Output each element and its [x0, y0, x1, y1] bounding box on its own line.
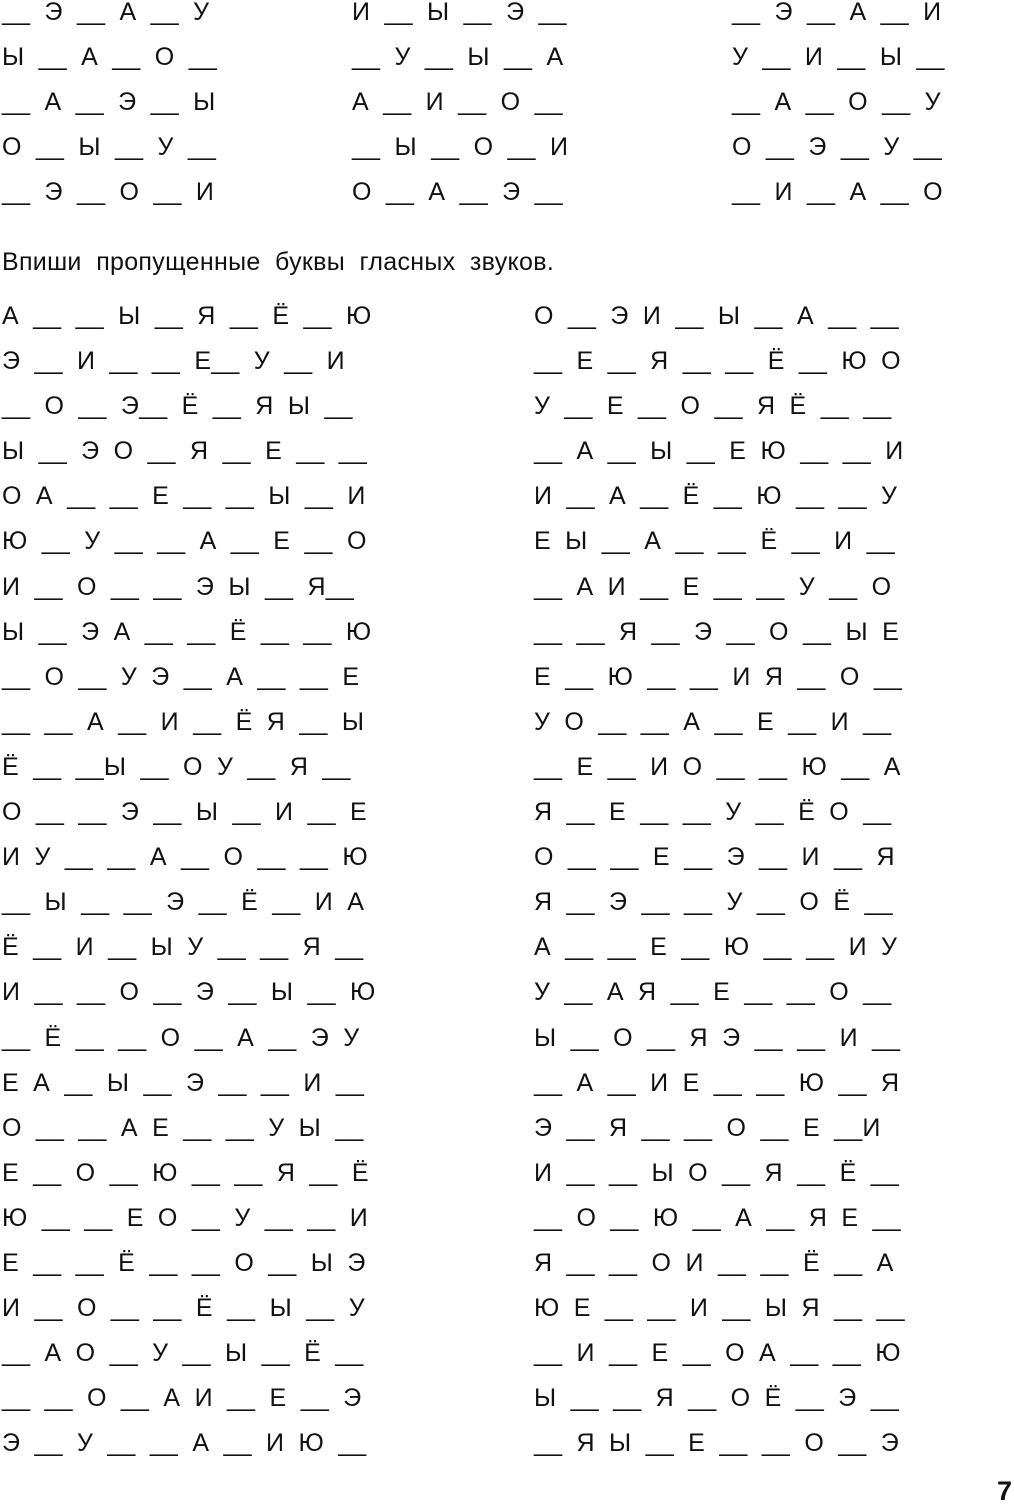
top-exercise-line[interactable]: __ Э __ О __ И — [2, 178, 215, 207]
vowel-exercise-line[interactable]: Ы __ __ Я __ О Ё __ Э __ — [534, 1384, 899, 1413]
vowel-exercise-line[interactable]: Я __ Э __ __ У __ О Ё __ — [534, 888, 893, 917]
vowel-exercise-line[interactable]: __ Ё __ __ О __ А __ Э У — [2, 1023, 360, 1052]
vowel-exercise-line[interactable]: __ О __ У Э __ А __ __ Е — [2, 662, 360, 691]
vowel-exercise-line[interactable]: Е Ы __ А __ __ Ё __ И __ — [534, 527, 895, 556]
top-exercise-line[interactable]: __ А __ Э __ Ы — [2, 88, 216, 117]
vowel-exercise-line[interactable]: __ __ О __ А И __ Е __ Э — [2, 1384, 362, 1413]
vowel-exercise-line[interactable]: Ю Е __ __ И __ Ы Я __ __ — [534, 1294, 905, 1323]
top-exercise-column-3 — [732, 0, 945, 215]
top-exercise-line[interactable]: __ Ы __ О __ И — [352, 133, 569, 162]
vowel-exercise-line[interactable]: Ы __ О __ Я Э __ __ И __ — [534, 1023, 901, 1052]
top-exercise-line[interactable]: __ Э __ А __ И — [732, 0, 942, 26]
vowel-exercise-line[interactable]: А __ __ Ы __ Я __ Ё __ Ю — [2, 302, 372, 330]
vowel-exercise-line[interactable]: У __ А Я __ Е __ __ О __ — [534, 978, 892, 1007]
vowel-exercise-line[interactable]: И __ __ О __ Э __ Ы __ Ю — [2, 978, 376, 1007]
vowel-exercise-line[interactable]: Ё __ __Ы __ О У __ Я __ — [2, 752, 351, 781]
top-exercise-line[interactable]: О __ Ы __ У __ — [2, 133, 217, 162]
vowel-exercise-line[interactable]: У О __ __ А __ Е __ И __ — [534, 707, 892, 736]
top-exercise-column-1 — [2, 0, 217, 215]
vowel-exercise-line[interactable]: И __ О __ __ Э Ы __ Я__ — [2, 572, 354, 601]
main-exercise-column-2 — [534, 294, 905, 1466]
top-exercise-line[interactable]: __ У __ Ы __ А — [352, 43, 564, 72]
vowel-exercise-line[interactable]: Е __ __ Ё __ __ О __ Ы Э — [2, 1248, 366, 1277]
vowel-exercise-line[interactable]: Ы __ Э А __ __ Ё __ __ Ю — [2, 617, 372, 646]
vowel-exercise-line[interactable]: Е __ О __ Ю __ __ Я __ Ё — [2, 1158, 369, 1187]
vowel-exercise-line[interactable]: __ А О __ У __ Ы __ Ё __ — [2, 1339, 364, 1368]
vowel-exercise-line[interactable]: И __ О __ __ Ё __ Ы __ У — [2, 1294, 365, 1323]
vowel-exercise-line[interactable]: О __ __ Э __ Ы __ И __ Е — [2, 798, 367, 827]
top-exercise-line[interactable]: У __ И __ Ы __ — [732, 43, 945, 72]
top-exercise-line[interactable]: __ А __ О __ У — [732, 88, 941, 117]
vowel-exercise-line[interactable]: Ё __ И __ Ы У __ __ Я __ — [2, 933, 364, 962]
vowel-exercise-line[interactable]: О __ __ А Е __ __ У Ы __ — [2, 1113, 364, 1142]
vowel-exercise-line[interactable]: __ А __ И Е __ __ Ю __ Я — [534, 1068, 900, 1097]
vowel-exercise-line[interactable]: __ А __ Ы __ Е Ю __ __ И — [534, 437, 904, 466]
vowel-exercise-line[interactable]: __ И __ Е __ О А __ __ Ю — [534, 1339, 901, 1368]
vowel-exercise-line[interactable]: О А __ __ Е __ __ Ы __ И — [2, 482, 366, 511]
vowel-exercise-line[interactable]: Я __ __ О И __ __ Ё __ А — [534, 1248, 894, 1277]
vowel-exercise-line[interactable]: __ Е __ Я __ __ Ё __ Ю О — [534, 347, 901, 376]
vowel-exercise-line[interactable]: Ю __ У __ __ А __ Е __ О — [2, 527, 367, 556]
vowel-exercise-line[interactable]: Е __ Ю __ __ И Я __ О __ — [534, 662, 903, 691]
vowel-exercise-line[interactable]: __ Е __ И О __ __ Ю __ А — [534, 752, 901, 781]
top-exercise-line[interactable]: А __ И __ О __ — [352, 88, 563, 117]
top-exercise-line[interactable]: __ И __ А __ О — [732, 178, 943, 207]
vowel-exercise-line[interactable]: __ __ А __ И __ Ё Я __ Ы — [2, 707, 365, 736]
vowel-exercise-line[interactable]: О __ __ Е __ Э __ И __ Я — [534, 843, 895, 872]
vowel-exercise-line[interactable]: Е А __ Ы __ Э __ __ И __ — [2, 1068, 365, 1097]
top-exercise-line[interactable]: О __ А __ Э __ — [352, 178, 563, 207]
vowel-exercise-line[interactable]: О __ Э И __ Ы __ А __ __ — [534, 302, 899, 330]
vowel-exercise-line[interactable]: Ю __ __ Е О __ У __ __ И — [2, 1203, 368, 1232]
top-exercise-line[interactable]: И __ Ы __ Э __ — [352, 0, 567, 26]
top-exercise-line[interactable]: Ы __ А __ О __ — [2, 43, 217, 72]
top-exercise-line[interactable]: __ Э __ А __ У — [2, 0, 210, 26]
vowel-exercise-line[interactable]: Э __ И __ __ Е__ У __ И — [2, 347, 345, 376]
vowel-exercise-line[interactable]: И __ А __ Ё __ Ю __ __ У — [534, 482, 898, 511]
vowel-exercise-line[interactable]: __ Ы __ __ Э __ Ё __ И А — [2, 888, 365, 917]
top-exercise-line[interactable]: О __ Э __ У __ — [732, 133, 942, 162]
top-exercise-column-2 — [352, 0, 568, 215]
vowel-exercise-line[interactable]: Ы __ Э О __ Я __ Е __ __ — [2, 437, 367, 466]
vowel-exercise-line[interactable]: Э __ Я __ __ О __ Е __И — [534, 1113, 881, 1142]
vowel-exercise-line[interactable]: __ А И __ Е __ __ У __ О — [534, 572, 892, 601]
vowel-exercise-line[interactable]: Я __ Е __ __ У __ Ё О __ — [534, 798, 892, 827]
page-number: 7 — [996, 1476, 1012, 1506]
vowel-exercise-line[interactable]: __ О __ Э__ Ё __ Я Ы __ — [2, 392, 353, 421]
vowel-exercise-line[interactable]: И __ __ Ы О __ Я __ Ё __ — [534, 1158, 899, 1187]
instruction-text: Впиши пропущенные буквы гласных звуков. — [2, 248, 555, 276]
vowel-exercise-line[interactable]: __ О __ Ю __ А __ Я Е __ — [534, 1203, 901, 1232]
vowel-exercise-line[interactable]: И У __ __ А __ О __ __ Ю — [2, 843, 368, 872]
main-exercise-column-1 — [2, 294, 375, 1466]
vowel-exercise-line[interactable]: У __ Е __ О __ Я Ё __ __ — [534, 392, 892, 421]
vowel-exercise-line[interactable]: __ Я Ы __ Е __ __ О __ Э — [534, 1429, 899, 1458]
vowel-exercise-line[interactable]: Э __ У __ __ А __ И Ю __ — [2, 1429, 367, 1458]
vowel-exercise-line[interactable]: __ __ Я __ Э __ О __ Ы Е — [534, 617, 899, 646]
vowel-exercise-line[interactable]: А __ __ Е __ Ю __ __ И У — [534, 933, 898, 962]
